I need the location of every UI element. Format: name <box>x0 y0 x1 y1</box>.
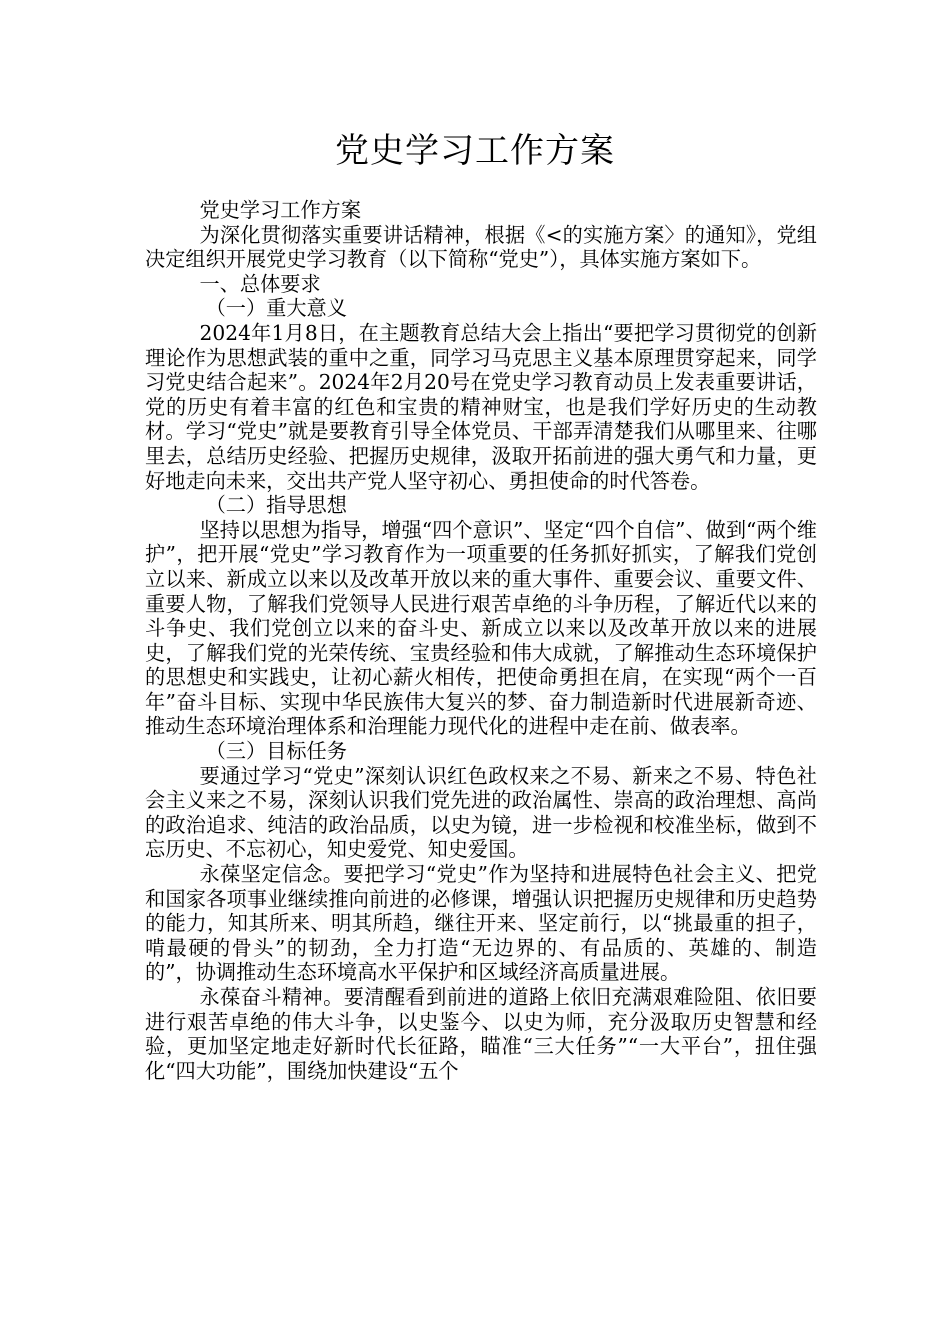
heading-goals: （三）目标任务 <box>205 739 347 764</box>
paragraph-intro: 为深化贯彻落实重要讲话精神，根据《<的实施方案〉的通知》，党组决定组织开展党史学习教育（以下简称“党史”），具体实施方案如下。 <box>145 222 817 272</box>
heading-significance: （一）重大意义 <box>205 296 347 321</box>
paragraph-guiding-thought: 坚持以思想为指导，增强“四个意识”、坚定“四个自信”、做到“两个维护”，把开展“党史”学习教育作为一项重要的任务抓好抓实，了解我们党创立以来、新成立以来以及改革开放以来的重大事件、重要会议、重要文件、重要人物，了解我们党领导人民进行艰苦卓绝的斗争历程，了解近代以来的斗争史、我们党创立以来的奋斗史、新成立以来以及改革开放以来的进展史，了解我们党的光荣传统、宝贵经验和伟大成就，了解推动生态环境保护的思想史和实践史，让初心薪火相传，把使命勇担在肩，在实现“两个一百年”奋斗目标、实现中华民族伟大复兴的梦、奋力制造新时代进展新奇迹、推动生态环境治理体系和治理能力现代化的进程中走在前、做表率。 <box>145 517 817 739</box>
document-title: 党史学习工作方案 <box>335 131 615 171</box>
document-body <box>145 198 817 1083</box>
paragraph-subtitle: 党史学习工作方案 <box>199 198 362 222</box>
paragraph-struggle-spirit: 永葆奋斗精神。要清醒看到前进的道路上依旧充满艰难险阻、依旧要进行艰苦卓绝的伟大斗争，以史鉴今、以史为师，充分汲取历史智慧和经验，更加坚定地走好新时代长征路，瞄准“三大任务”“一大平台”，扭住强化“四大功能”，围绕加快建设“五个 <box>145 985 817 1083</box>
heading-general-requirements: 一、总体要求 <box>199 271 321 296</box>
paragraph-significance: 2024年1月8日，在主题教育总结大会上指出“要把学习贯彻党的创新理论作为思想武装的重中之重，同学习马克思主义基本原理贯穿起来，同学习党史结合起来”。2024年2月20号在党史学习教育动员上发表重要讲话，党的历史有着丰富的红色和宝贵的精神财宝，也是我们学好历史的生动教材。学习“党史”就是要教育引导全体党员、干部弄清楚我们从哪里来、往哪里去，总结历史经验、把握历史规律，汲取开拓前进的强大勇气和力量，更好地走向未来，交出共产党人坚守初心、勇担使命的时代答卷。 <box>145 320 817 493</box>
paragraph-firm-belief: 永葆坚定信念。要把学习“党史”作为坚持和进展特色社会主义、把党和国家各项事业继续推向前进的必修课，增强认识把握历史规律和历史趋势的能力，知其所来、明其所趋，继往开来、坚定前行，以“挑最重的担子，啃最硬的骨头”的韧劲，全力打造“无边界的、有品质的、英雄的、制造的”，协调推动生态环境高水平保护和区域经济高质量进展。 <box>145 862 817 985</box>
heading-guiding-thought: （二）指导思想 <box>205 493 347 518</box>
paragraph-goals: 要通过学习“党史”深刻认识红色政权来之不易、新来之不易、特色社会主义来之不易，深刻认识我们党先进的政治属性、崇高的政治理想、高尚的政治追求、纯洁的政治品质，以史为镜，进一步检视和校准坐标，做到不忘历史、不忘初心，知史爱党、知史爱国。 <box>145 763 817 862</box>
